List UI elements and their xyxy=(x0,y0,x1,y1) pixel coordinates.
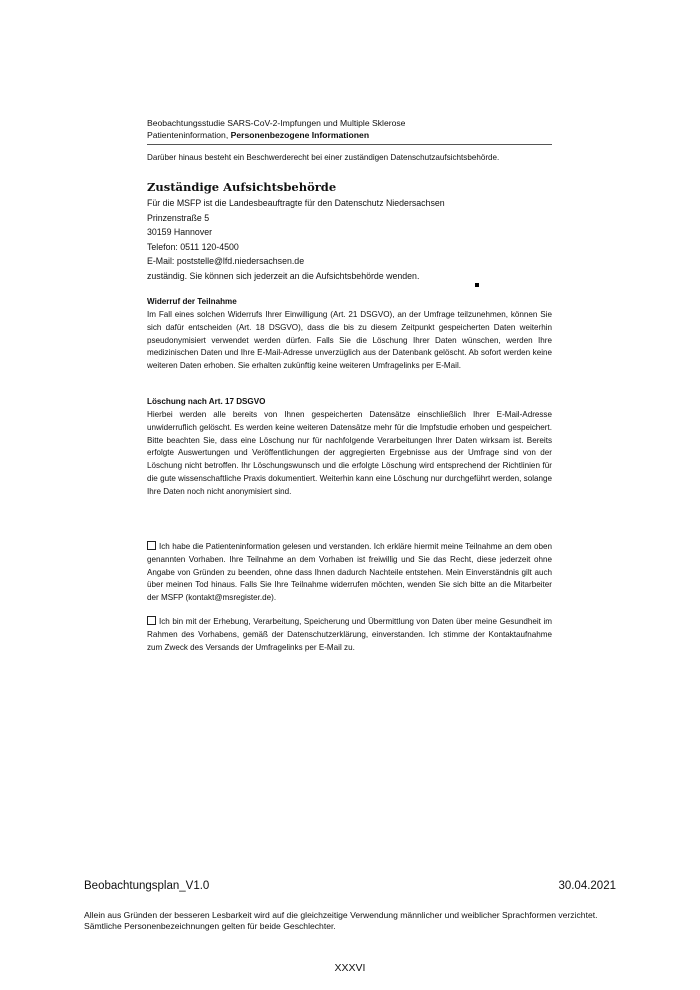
loeschung-heading: Löschung nach Art. 17 DSGVO xyxy=(147,397,266,406)
header-rule xyxy=(147,144,552,145)
stray-mark xyxy=(475,283,479,287)
loeschung-paragraph: Hierbei werden alle bereits von Ihnen gespeicherten Datensätze einschließlich Ihrer E-Mail-Adresse unwiderruflich gelöscht. Es werden keine weiteren Datensätze mehr für die Impfstudie erhoben und gespeichert. Bitte beachten Sie, dass eine Löschung nur für nachfolgende Verarbeitungen Ihrer Daten wirksam ist. Bereits erfolgte Auswertungen und Veröffentlichungen der aggregierten Ergebnisse aus der Umfrage sind von der Löschung nicht betroffen. Ihr Löschungswunsch und die erfolgte Löschung wird entsprechend der Richtlinien für die gute wissenschaftliche Praxis dokumentiert. Weiterhin kann eine Löschung nur durchgeführt werden, solange Ihre Daten noch nicht anonymisiert sind. xyxy=(147,410,552,496)
footer-document-version: Beobachtungsplan_V1.0 xyxy=(84,880,210,892)
widerruf-paragraph: Im Fall eines solchen Widerrufs Ihrer Einwilligung (Art. 21 DSGVO), an der Umfrage teilzunehmen, können Sie sich dafür entscheiden (Art. 18 DSGVO), dass die bis zu diesem Zeitpunkt gespeicherten Daten weiterhin pseudonymisiert verwendet werden dürfen. Falls Sie die Löschung Ihrer Daten wünschen, werden Ihre medizinischen Daten und Ihre E-Mail-Adresse unverzüglich aus der Datenbank gelöscht. Ab sofort werden keine weiteren Daten erhoben. Sie erhalten zukünftig keine weiteren Umfragelinks per E-Mail. xyxy=(147,310,552,371)
consent-participation-text: Ich habe die Patienteninformation gelesen und verstanden. Ich erkläre hiermit meine Teilnahme an dem oben genannten Vorhaben. Ihre Teilnahme an dem Vorhaben ist freiwillig und Sie das Recht, diese jederzeit ohne Angabe von Gründen zu beenden, ohne dass Ihnen dadurch Nachteile entstehen. Mein Einverständnis gilt auch über meinen Tod hinaus. Falls Sie Ihre Teilnahme widerrufen möchten, wenden Sie sich bitte an die Mitarbeiter der MSFP (kontakt@msregister.de). xyxy=(147,542,552,603)
participation-checkbox[interactable] xyxy=(147,541,156,550)
intro-paragraph: Darüber hinaus besteht ein Beschwerderecht bei einer zuständigen Datenschutzaufsichtsbehörde. xyxy=(147,153,500,162)
consent-data-processing-text: Ich bin mit der Erhebung, Verarbeitung, Speicherung und Übermittlung von Daten über meine Gesundheit im Rahmen des Vorhabens, gemäß der Datenschutzerklärung, einverstanden. Ich stimme der Kontaktaufnahme zum Zweck des Versands der Umfragelinks per E-Mail zu. xyxy=(147,617,552,652)
address-line: zuständig. Sie können sich jederzeit an die Aufsichtsbehörde wenden. xyxy=(147,270,420,281)
aufsicht-address xyxy=(147,196,445,284)
consent-data-processing xyxy=(147,616,552,654)
address-line: E-Mail: poststelle@lfd.niedersachsen.de xyxy=(147,256,305,267)
address-line: Für die MSFP ist die Landesbeauftragte für den Datenschutz Niedersachsen xyxy=(147,198,445,208)
footer-note: Allein aus Gründen der besseren Lesbarkeit wird auf die gleichzeitige Verwendung männlicher und weiblicher Sprachformen verzichtet. Sämtliche Personenbezeichnungen gelten für beide Geschlechter. xyxy=(84,910,598,931)
header-subtitle xyxy=(147,129,552,141)
consent-participation xyxy=(147,541,552,605)
data-processing-checkbox[interactable] xyxy=(147,616,156,625)
header-study-title: Beobachtungsstudie SARS-CoV-2-Impfungen und Multiple Sklerose xyxy=(147,118,406,128)
page-number: XXXVI xyxy=(334,962,366,974)
header-subtitle-prefix: Patienteninformation, xyxy=(147,130,231,140)
address-line: 30159 Hannover xyxy=(147,227,213,238)
address-line: Telefon: 0511 120-4500 xyxy=(147,241,239,252)
address-line: Prinzenstraße 5 xyxy=(147,212,210,223)
widerruf-heading: Widerruf der Teilnahme xyxy=(147,297,237,306)
running-header xyxy=(147,117,552,141)
header-subtitle-bold: Personenbezogene Informationen xyxy=(230,130,370,140)
footer-date: 30.04.2021 xyxy=(558,880,616,892)
aufsicht-heading: Zuständige Aufsichtsbehörde xyxy=(147,180,337,194)
